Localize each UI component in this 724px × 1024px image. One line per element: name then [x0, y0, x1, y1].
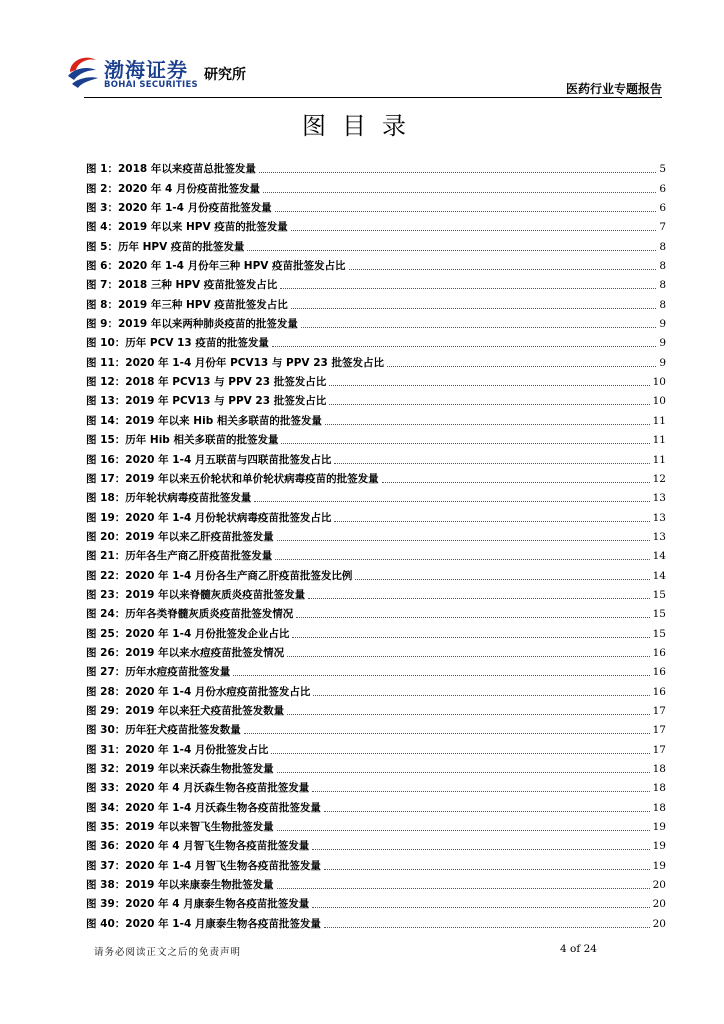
institute-label: 研究所 [204, 67, 246, 83]
toc-dot-leader [296, 617, 649, 618]
toc-entry[interactable] [86, 873, 666, 892]
toc-entry-page: 20 [652, 879, 666, 892]
report-type: 医药行业专题报告 [565, 82, 662, 96]
toc-dot-leader [301, 327, 656, 328]
toc-entry-page: 9 [659, 337, 666, 350]
toc-dot-leader [244, 733, 650, 734]
toc-entry-page: 13 [652, 492, 666, 505]
toc-dot-leader [272, 346, 656, 347]
toc-entry-label: 图 40：2020 年 1-4 月康泰生物各疫苗批签发量 [86, 917, 321, 930]
toc-entry-label: 图 10：历年 PCV 13 疫苗的批签发量 [86, 337, 269, 350]
toc-entry[interactable] [86, 176, 666, 195]
toc-entry-label: 图 30：历年狂犬疫苗批签发数量 [86, 724, 241, 737]
toc-entry[interactable] [86, 776, 666, 795]
toc-entry-label: 图 36：2020 年 4 月智飞生物各疫苗批签发量 [86, 840, 310, 853]
toc-dot-leader [312, 849, 649, 850]
toc-entry-page: 15 [652, 588, 666, 601]
figure-list [86, 157, 666, 931]
toc-dot-leader [387, 366, 656, 367]
toc-dot-leader [325, 424, 650, 425]
toc-entry-page: 12 [652, 472, 666, 485]
toc-entry-page: 17 [652, 724, 666, 737]
toc-dot-leader [324, 927, 650, 928]
toc-entry[interactable] [86, 215, 666, 234]
toc-entry[interactable] [86, 467, 666, 486]
toc-dot-leader [277, 772, 650, 773]
toc-entry-page: 14 [652, 550, 666, 563]
toc-entry-page: 19 [652, 859, 666, 872]
toc-dot-leader [280, 288, 656, 289]
toc-entry[interactable] [86, 718, 666, 737]
toc-entry-label: 图 2：2020 年 4 月份疫苗批签发量 [86, 182, 260, 195]
company-logo [64, 50, 264, 100]
toc-entry[interactable] [86, 834, 666, 853]
toc-entry[interactable] [86, 853, 666, 872]
toc-dot-leader [259, 172, 656, 173]
toc-entry-label: 图 8：2019 年三种 HPV 疫苗批签发占比 [86, 298, 288, 311]
toc-dot-leader [292, 637, 649, 638]
toc-entry[interactable] [86, 815, 666, 834]
toc-entry[interactable] [86, 699, 666, 718]
toc-dot-leader [329, 404, 649, 405]
toc-entry-page: 17 [652, 704, 666, 717]
toc-entry-page: 6 [659, 182, 666, 195]
page-number: 4 of 24 [560, 943, 597, 955]
toc-entry[interactable] [86, 911, 666, 930]
toc-entry-label: 图 15：历年 Hib 相关多联苗的批签发量 [86, 434, 279, 447]
toc-entry[interactable] [86, 254, 666, 273]
toc-entry-label: 图 38：2019 年以来康泰生物批签发量 [86, 879, 274, 892]
toc-entry[interactable] [86, 196, 666, 215]
toc-entry-page: 15 [652, 608, 666, 621]
toc-entry-label: 图 5：历年 HPV 疫苗的批签发量 [86, 240, 245, 253]
toc-entry-label: 图 37：2020 年 1-4 月智飞生物各疫苗批签发量 [86, 859, 321, 872]
logo-chinese-name: 渤海证券 [104, 58, 188, 82]
toc-entry-label: 图 21：历年各生产商乙肝疫苗批签发量 [86, 550, 273, 563]
toc-entry-page: 8 [659, 279, 666, 292]
toc-entry-label: 图 11：2020 年 1-4 月份年 PCV13 与 PPV 23 批签发占比 [86, 356, 384, 369]
toc-entry[interactable] [86, 505, 666, 524]
toc-entry-page: 13 [652, 530, 666, 543]
toc-entry-label: 图 32：2019 年以来沃森生物批签发量 [86, 763, 274, 775]
toc-entry[interactable] [86, 350, 666, 369]
page-title: 图目录 [302, 112, 422, 140]
toc-entry-label: 图 22：2020 年 1-4 月份各生产商乙肝疫苗批签发比例 [86, 569, 353, 582]
toc-entry-label: 图 1：2018 年以来疫苗总批签发量 [86, 163, 256, 176]
toc-entry[interactable] [86, 660, 666, 679]
toc-entry-page: 9 [659, 356, 666, 369]
toc-dot-leader [334, 521, 649, 522]
toc-dot-leader [355, 579, 649, 580]
toc-dot-leader [275, 559, 649, 560]
bohai-logo-icon [64, 52, 100, 90]
toc-entry-label: 图 35：2019 年以来智飞生物批签发量 [86, 821, 274, 834]
toc-entry-label: 图 19：2020 年 1-4 月份轮状病毒疫苗批签发占比 [86, 511, 332, 524]
toc-entry-page: 19 [652, 821, 666, 834]
toc-entry-label: 图 3：2020 年 1-4 月份疫苗批签发量 [86, 202, 272, 215]
toc-dot-leader [324, 869, 650, 870]
toc-dot-leader [247, 250, 656, 251]
toc-entry[interactable] [86, 737, 666, 756]
toc-entry-label: 图 4：2019 年以来 HPV 疫苗的批签发量 [86, 221, 288, 234]
toc-entry-page: 6 [659, 202, 666, 215]
toc-dot-leader [291, 230, 657, 231]
toc-entry-page: 5 [659, 163, 666, 176]
toc-entry[interactable] [86, 234, 666, 253]
toc-entry[interactable] [86, 679, 666, 698]
toc-dot-leader [287, 656, 649, 657]
toc-entry-page: 15 [652, 627, 666, 640]
toc-dot-leader [263, 192, 656, 193]
toc-entry-label: 图 29：2019 年以来狂犬疫苗批签发数量 [86, 704, 285, 717]
toc-entry-label: 图 28：2020 年 1-4 月份水痘疫苗批签发占比 [86, 685, 311, 698]
toc-entry[interactable] [86, 331, 666, 350]
toc-entry[interactable] [86, 641, 666, 660]
toc-entry-label: 图 27：历年水痘疫苗批签发量 [86, 666, 231, 679]
disclaimer-note: 请务必阅读正文之后的免责声明 [94, 947, 242, 958]
toc-entry-label: 图 25：2020 年 1-4 月份批签发企业占比 [86, 627, 290, 640]
toc-entry-label: 图 24：历年各类脊髓灰质炎疫苗批签发情况 [86, 608, 294, 621]
toc-entry-page: 16 [652, 666, 666, 679]
toc-dot-leader [271, 753, 649, 754]
toc-entry-label: 图 17：2019 年以来五价轮状和单价轮状病毒疫苗的批签发量 [86, 472, 379, 485]
toc-entry-page: 18 [652, 763, 666, 775]
toc-dot-leader [382, 482, 650, 483]
toc-entry-label: 图 23：2019 年以来脊髓灰质炎疫苗批签发量 [86, 588, 306, 601]
toc-dot-leader [254, 501, 649, 502]
toc-dot-leader [277, 540, 650, 541]
toc-dot-leader [291, 308, 657, 309]
toc-entry-page: 13 [652, 511, 666, 524]
toc-entry[interactable] [86, 157, 666, 176]
toc-entry-label: 图 26：2019 年以来水痘疫苗批签发情况 [86, 646, 285, 659]
toc-dot-leader [349, 269, 657, 270]
toc-dot-leader [329, 385, 649, 386]
toc-entry[interactable] [86, 447, 666, 466]
toc-entry-label: 图 18：历年轮状病毒疫苗批签发量 [86, 492, 252, 505]
logo-english-name: BOHAI SECURITIES [104, 80, 198, 90]
toc-dot-leader [334, 463, 649, 464]
header-divider [84, 97, 662, 98]
toc-entry[interactable] [86, 312, 666, 331]
toc-dot-leader [312, 791, 649, 792]
toc-dot-leader [324, 811, 650, 812]
toc-entry-page: 19 [652, 840, 666, 853]
toc-entry-page: 18 [652, 782, 666, 795]
toc-dot-leader [281, 443, 649, 444]
toc-dot-leader [313, 695, 649, 696]
toc-entry-page: 14 [652, 569, 666, 582]
toc-entry-label: 图 31：2020 年 1-4 月份批签发占比 [86, 743, 269, 756]
toc-dot-leader [275, 211, 657, 212]
toc-entry-page: 11 [652, 453, 666, 466]
toc-entry[interactable] [86, 892, 666, 911]
toc-entry-page: 20 [652, 917, 666, 930]
toc-entry-label: 图 13：2019 年 PCV13 与 PPV 23 批签发占比 [86, 395, 327, 408]
toc-entry[interactable] [86, 757, 666, 776]
toc-entry[interactable] [86, 795, 666, 814]
toc-entry-label: 图 9：2019 年以来两种肺炎疫苗的批签发量 [86, 318, 298, 331]
toc-dot-leader [277, 888, 650, 889]
toc-entry[interactable] [86, 621, 666, 640]
toc-entry-page: 16 [652, 685, 666, 698]
toc-entry-page: 10 [652, 376, 666, 389]
toc-entry[interactable] [86, 292, 666, 311]
toc-entry-label: 图 14：2019 年以来 Hib 相关多联苗的批签发量 [86, 414, 322, 427]
toc-dot-leader [287, 714, 649, 715]
toc-entry[interactable] [86, 563, 666, 582]
toc-entry[interactable] [86, 602, 666, 621]
toc-entry-label: 图 34：2020 年 1-4 月沃森生物各疫苗批签发量 [86, 801, 321, 814]
toc-entry-label: 图 33：2020 年 4 月沃森生物各疫苗批签发量 [86, 782, 310, 795]
toc-entry-page: 8 [659, 298, 666, 311]
toc-dot-leader [308, 598, 649, 599]
toc-entry-page: 7 [659, 221, 666, 234]
toc-dot-leader [233, 675, 649, 676]
toc-entry-page: 20 [652, 898, 666, 911]
toc-entry-page: 11 [652, 434, 666, 447]
toc-entry[interactable] [86, 273, 666, 292]
toc-entry-label: 图 7：2018 三种 HPV 疫苗批签发占比 [86, 279, 278, 292]
toc-entry[interactable] [86, 389, 666, 408]
toc-entry[interactable] [86, 486, 666, 505]
toc-entry-label: 图 6：2020 年 1-4 月份年三种 HPV 疫苗批签发占比 [86, 260, 346, 273]
toc-entry-label: 图 12：2018 年 PCV13 与 PPV 23 批签发占比 [86, 376, 327, 389]
toc-entry-page: 11 [652, 414, 666, 427]
toc-entry-page: 10 [652, 395, 666, 408]
toc-entry[interactable] [86, 583, 666, 602]
toc-entry-label: 图 39：2020 年 4 月康泰生物各疫苗批签发量 [86, 898, 310, 911]
toc-entry-page: 17 [652, 743, 666, 756]
toc-dot-leader [312, 907, 649, 908]
toc-entry-label: 图 16：2020 年 1-4 月五联苗与四联苗批签发占比 [86, 453, 332, 466]
toc-entry-label: 图 20：2019 年以来乙肝疫苗批签发量 [86, 530, 274, 543]
toc-entry-page: 8 [659, 260, 666, 273]
toc-entry[interactable] [86, 428, 666, 447]
toc-entry-page: 8 [659, 240, 666, 253]
toc-dot-leader [277, 830, 650, 831]
toc-entry[interactable] [86, 408, 666, 427]
toc-entry-page: 9 [659, 318, 666, 331]
toc-entry-page: 16 [652, 646, 666, 659]
toc-entry[interactable] [86, 525, 666, 544]
toc-entry[interactable] [86, 370, 666, 389]
toc-entry-page: 18 [652, 801, 666, 814]
toc-entry[interactable] [86, 544, 666, 563]
